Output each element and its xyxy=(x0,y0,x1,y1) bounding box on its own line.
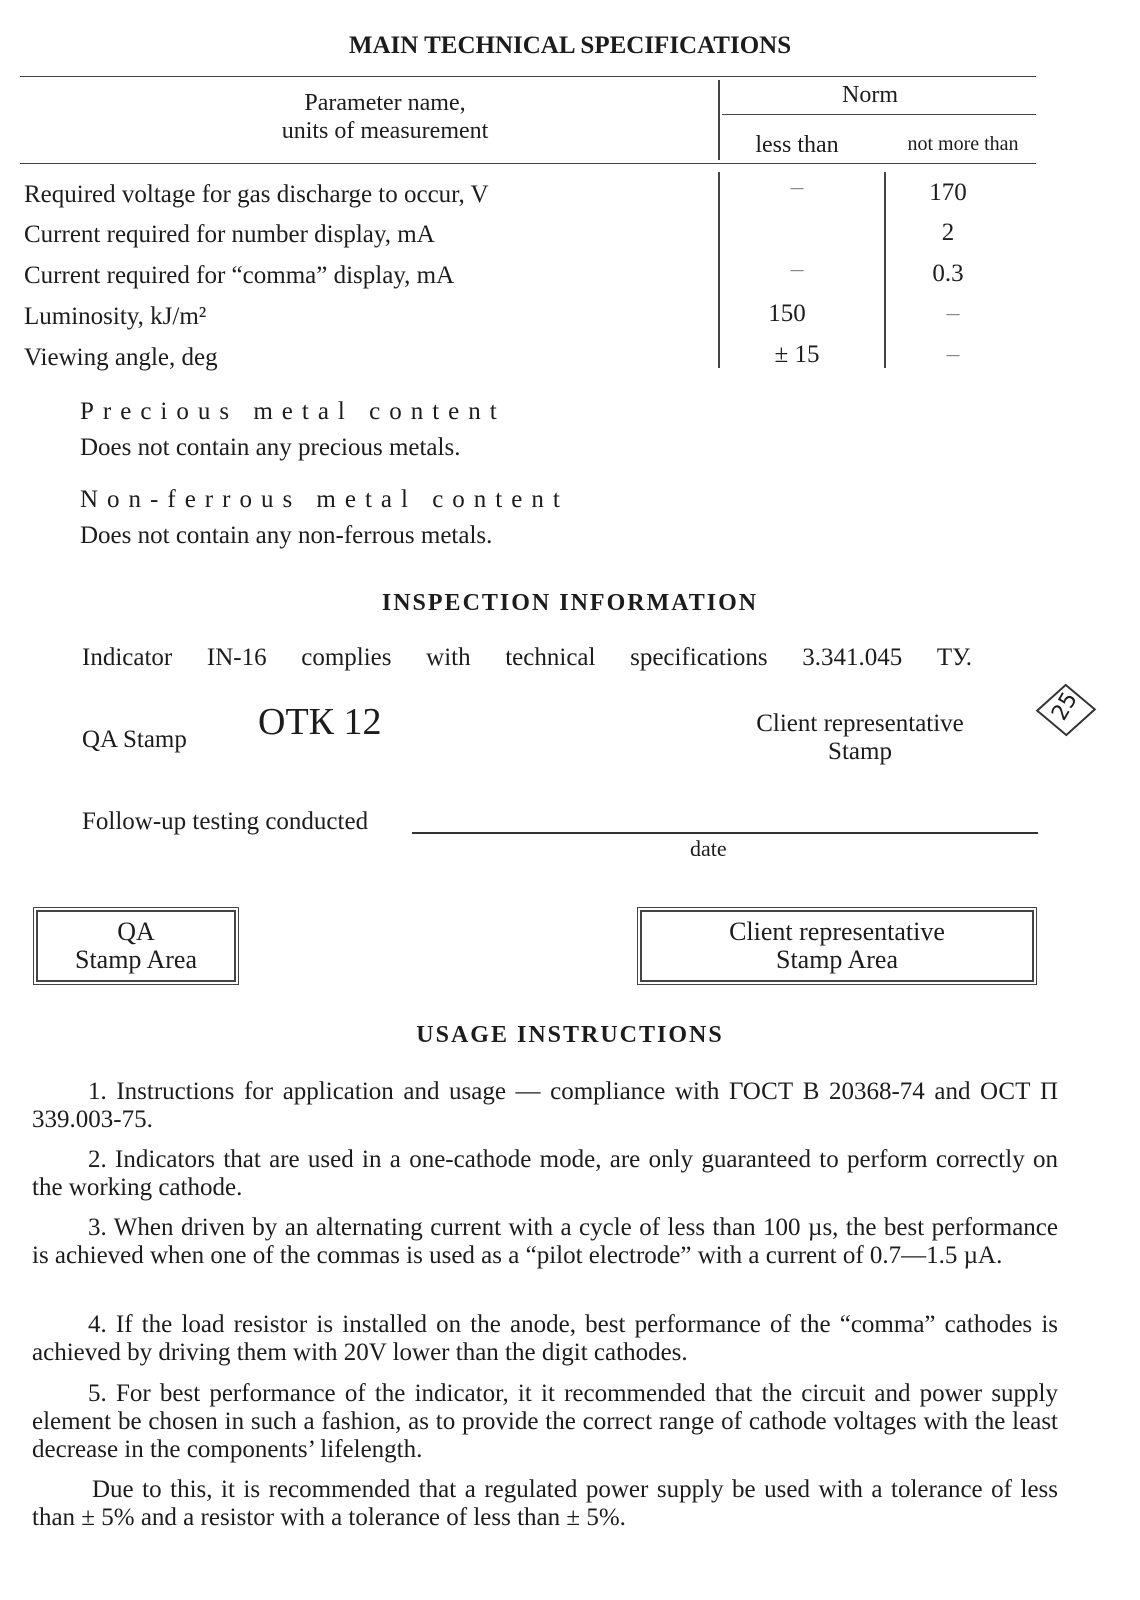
inspection-title: INSPECTION INFORMATION xyxy=(381,590,759,616)
usage-item-1: 1. Instructions for application and usage — compliance with ГОСТ В 20368-74 and ОСТ П 339.003-75. xyxy=(32,1078,1058,1133)
qa-stamp-area xyxy=(36,910,236,982)
usage-item-2: 2. Indicators that are used in a one-cathode mode, are only guaranteed to perform correctly on the working cathode. xyxy=(32,1146,1058,1201)
norm-divider-rule xyxy=(722,114,1036,115)
param-name: Current required for “comma” display, mA xyxy=(24,262,455,289)
table-row xyxy=(24,337,218,378)
param-name: Viewing angle, deg xyxy=(24,344,218,371)
table-row xyxy=(24,214,435,255)
usage-item-5: 5. For best performance of the indicator, it it recommended that the circuit and power supply element be chosen in such a fashion, as to provide the correct range of cathode voltages with the least decrease in the components’ lifelength. xyxy=(32,1380,1058,1463)
usage-item-3: 3. When driven by an alternating current with a cycle of less than 100 µs, the best performance is achieved when one of the commas is used as a “pilot electrode” with a current of 0.7—1.5 µA. xyxy=(32,1214,1058,1269)
otk-stamp: ОТК 12 xyxy=(258,701,382,743)
qa-stamp-label: QA Stamp xyxy=(82,726,187,753)
notmore-value: — xyxy=(946,306,960,321)
compliance-text: Indicator IN-16 complies with technical specifications 3.341.045 ТУ. xyxy=(82,644,972,671)
followup-line xyxy=(412,832,1038,834)
notmore-value: 2 xyxy=(941,219,955,246)
header-column-divider xyxy=(718,80,720,160)
qa-box-line1: QA xyxy=(117,917,155,946)
client-box-line2: Stamp Area xyxy=(775,945,899,974)
less-value: 150 xyxy=(768,300,806,327)
less-value: — xyxy=(790,180,804,195)
client-box-line1: Client representative xyxy=(729,917,945,946)
spec-title: MAIN TECHNICAL SPECIFICATIONS xyxy=(348,32,792,59)
param-name: Current required for number display, mA xyxy=(24,221,435,248)
client-stamp-line2: Stamp xyxy=(828,738,892,765)
nonferrous-text: Does not contain any non-ferrous metals. xyxy=(80,522,493,549)
less-value: — xyxy=(790,262,804,277)
date-label: date xyxy=(690,836,727,861)
table-row xyxy=(24,296,206,337)
param-header-line1: Parameter name, xyxy=(304,90,466,116)
usage-title: USAGE INSTRUCTIONS xyxy=(416,1022,724,1048)
table-row xyxy=(24,174,489,215)
less-than-header: less than xyxy=(755,132,839,158)
notmore-value: 170 xyxy=(929,179,967,206)
precious-heading: Precious metal content xyxy=(80,398,506,425)
notmore-value: 0.3 xyxy=(932,260,964,287)
param-name: Required voltage for gas discharge to occur, V xyxy=(24,181,489,208)
precious-text: Does not contain any precious metals. xyxy=(80,434,461,461)
qa-box-line2: Stamp Area xyxy=(74,945,198,974)
body-column-divider-2 xyxy=(884,172,886,368)
notmore-value: — xyxy=(946,347,960,362)
followup-label: Follow-up testing conducted xyxy=(82,808,369,835)
table-top-rule xyxy=(20,76,1036,77)
body-column-divider-1 xyxy=(718,172,720,368)
nonferrous-heading: Non-ferrous metal content xyxy=(80,486,569,513)
less-value: ± 15 xyxy=(774,341,820,368)
param-header-line2: units of measurement xyxy=(281,118,489,144)
not-more-than-header: not more than xyxy=(907,133,1019,155)
client-stamp-area xyxy=(640,910,1034,982)
norm-header: Norm xyxy=(842,82,898,108)
side-stamp-number: 25 xyxy=(1047,688,1083,725)
client-stamp-line1: Client representative xyxy=(756,710,964,737)
table-row xyxy=(24,255,454,296)
usage-item-4: 4. If the load resistor is installed on the anode, best performance of the “comma” cathodes is achieved by driving them with 20V lower than the digit cathodes. xyxy=(32,1311,1058,1366)
usage-note: Due to this, it is recommended that a regulated power supply be used with a tolerance of less than ± 5% and a resistor with a tolerance of less than ± 5%. xyxy=(32,1476,1058,1531)
table-header-rule xyxy=(20,163,1036,164)
param-header xyxy=(190,86,580,148)
client-stamp-label xyxy=(720,710,1000,766)
param-name: Luminosity, kJ/m² xyxy=(24,303,207,330)
